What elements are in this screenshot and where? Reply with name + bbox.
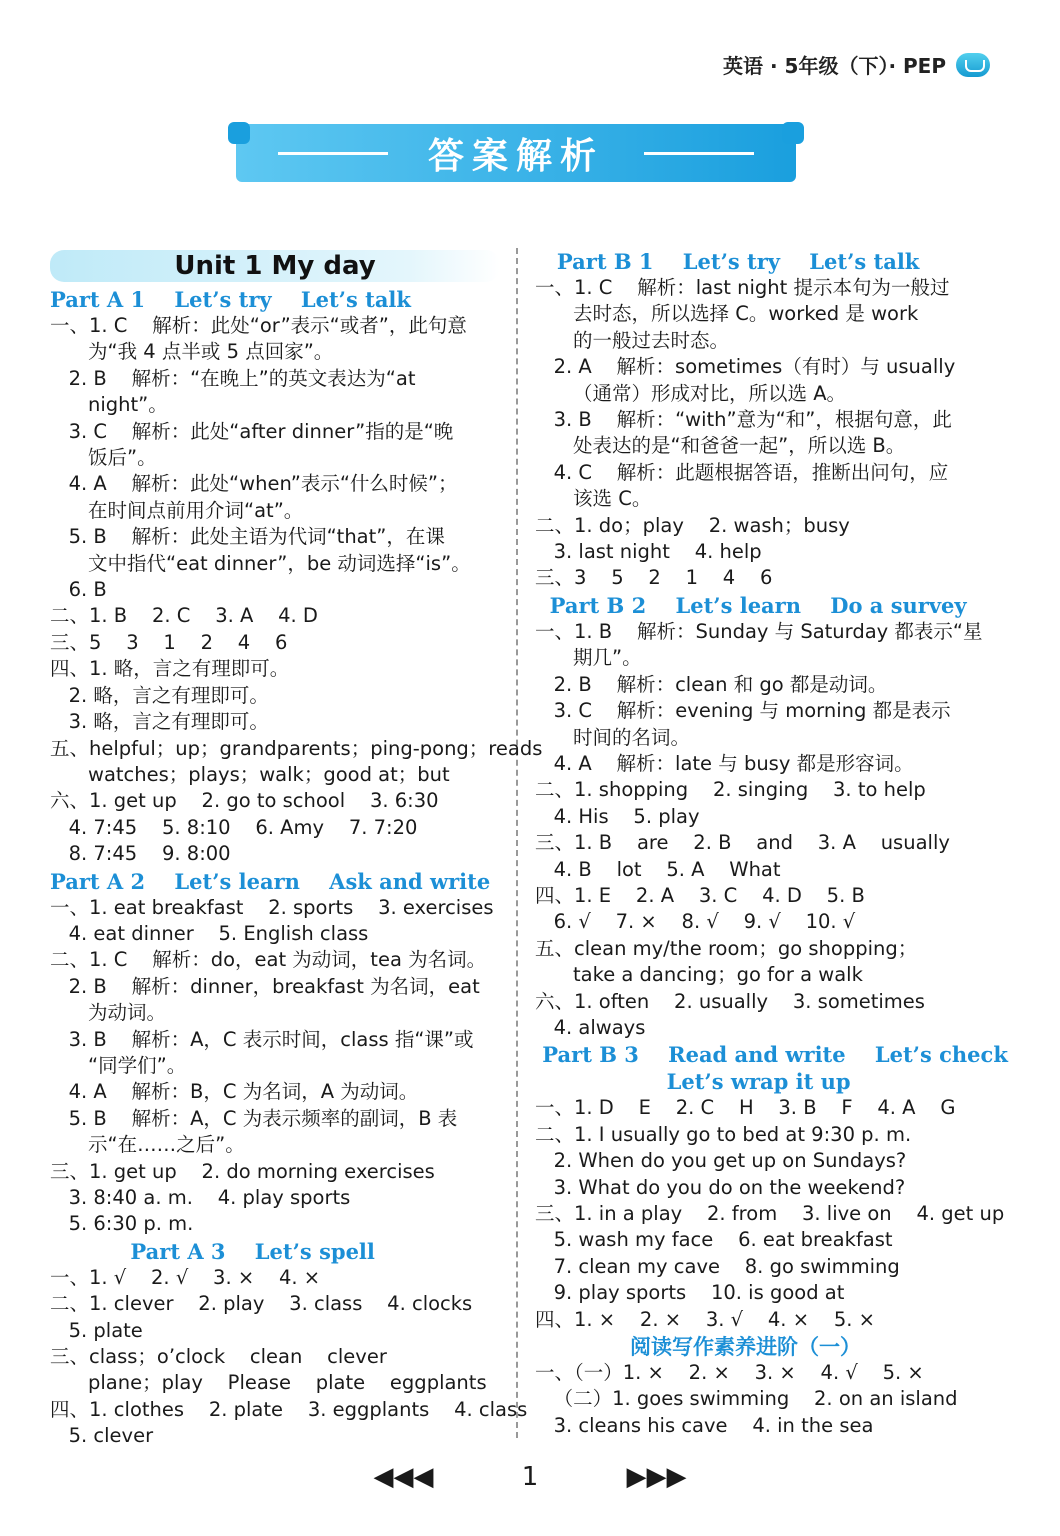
answer-line: 2. B 解析：“在晚上”的英文表达为“at <box>50 366 416 390</box>
answer-line: 2. 略，言之有理即可。 <box>50 683 269 707</box>
section-banner <box>236 124 796 182</box>
answer-line: 3. last night 4. help <box>535 540 762 564</box>
answer-line: 示“在……之后”。 <box>88 1133 245 1157</box>
answer-line: 2. B 解析：clean 和 go 都是动词。 <box>535 672 888 696</box>
part-heading: Part A 3 Let’s spell <box>50 1238 375 1264</box>
answer-line: 四、1. × 2. × 3. √ 4. × 5. × <box>535 1307 875 1331</box>
answer-line: （二）1. goes swimming 2. on an island <box>535 1387 958 1411</box>
answer-line: 4. C 解析：此题根据答语，推断出问句，应 <box>535 460 949 484</box>
answer-line: 一、（一）1. × 2. × 3. × 4. √ 5. × <box>535 1361 924 1385</box>
answer-line: 一、1. B 解析：Sunday 与 Saturday 都表示“星 <box>535 619 983 643</box>
answer-line: 4. B lot 5. A What <box>535 857 781 881</box>
answer-line: 3. B 解析：“with”意为“和”，根据句意，此 <box>535 408 952 432</box>
answer-line: 8. 7:45 9. 8:00 <box>50 842 231 866</box>
left-column <box>50 248 543 1450</box>
answer-line: 一、1. eat breakfast 2. sports 3. exercises <box>50 895 494 919</box>
page-number: 1 <box>521 1462 539 1492</box>
answer-line: 三、3 5 2 1 4 6 <box>535 566 773 590</box>
answer-line: 5. B 解析：A，C 为表示频率的副词，B 表 <box>50 1106 458 1130</box>
part-heading: Part B 1 Let’s try Let’s talk <box>535 249 920 274</box>
answer-line: night”。 <box>88 393 168 417</box>
answer-line: 3. C 解析：evening 与 morning 都是表示 <box>535 699 951 723</box>
column-divider <box>516 248 518 1438</box>
answer-line: 二、1. clever 2. play 3. class 4. clocks <box>50 1292 473 1316</box>
answer-line: 六、1. often 2. usually 3. sometimes <box>535 989 925 1013</box>
answer-line: 一、1. C 解析：last night 提示本句为一般过 <box>535 276 950 299</box>
answer-line: 5. wash my face 6. eat breakfast <box>535 1228 893 1252</box>
answer-line: 五、helpful；up；grandparents；ping-pong；reads <box>50 736 543 760</box>
answer-line: 处表达的是“和爸爸一起”，所以选 B。 <box>573 434 906 458</box>
answer-line: 3. 略，言之有理即可。 <box>50 710 269 734</box>
answer-line: 文中指代“eat dinner”，be 动词选择“is”。 <box>88 551 471 575</box>
answer-line: 一、1. D E 2. C H 3. B F 4. A G <box>535 1096 956 1120</box>
answer-line: 一、1. √ 2. √ 3. × 4. × <box>50 1265 321 1289</box>
answer-line: 4. always <box>535 1015 646 1039</box>
answer-line: 三、1. in a play 2. from 3. live on 4. get up <box>535 1202 1005 1225</box>
part-heading: 阅读写作素养进阶（一） <box>535 1334 862 1360</box>
watermark-logo <box>870 1446 1030 1506</box>
answer-line: 4. A 解析：此处“when”表示“什么时候”； <box>50 472 458 496</box>
answer-line: 时间的名词。 <box>573 725 691 749</box>
answer-line: 5. plate <box>50 1318 143 1342</box>
answer-line: 二、1. C 解析：do，eat 为动词，tea 为名词。 <box>50 948 487 972</box>
answer-line: 三、1. B are 2. B and 3. A usually <box>535 831 950 855</box>
unit-title: Unit 1 My day <box>50 250 500 282</box>
answer-line: 二、1. I usually go to bed at 9:30 p. m. <box>535 1122 912 1146</box>
answer-line: 3. 8:40 a. m. 4. play sports <box>50 1186 351 1209</box>
answer-line: 四、1. clothes 2. plate 3. eggplants 4. class <box>50 1397 528 1421</box>
answer-line: 饭后”。 <box>88 446 157 470</box>
answer-line: 3. What do you do on the weekend? <box>535 1175 906 1199</box>
answer-line: 二、1. do；play 2. wash；busy <box>535 513 850 537</box>
answer-line: “同学们”。 <box>88 1053 187 1077</box>
answer-line: watches；plays；walk；good at；but <box>88 762 450 786</box>
part-heading: Let’s wrap it up <box>535 1069 851 1095</box>
banner-line-right <box>644 152 754 155</box>
answer-line: 6. B <box>50 578 107 602</box>
answer-line: 4. His 5. play <box>535 804 700 828</box>
answer-line: 三、1. get up 2. do morning exercises <box>50 1159 435 1183</box>
part-heading: Part A 1 Let’s try Let’s talk <box>50 287 411 312</box>
answer-line: 一、1. C 解析：此处“or”表示“或者”，此句意 <box>50 314 467 337</box>
answer-line: 4. eat dinner 5. English class <box>50 921 369 945</box>
right-column <box>535 248 1008 1439</box>
answer-line: 期几”。 <box>573 646 642 670</box>
answer-line: 三、class；o’clock clean clever <box>50 1345 387 1369</box>
answer-line: 4. A 解析：late 与 busy 都是形容词。 <box>535 751 914 775</box>
banner-line-left <box>278 152 388 155</box>
answer-line: 为“我 4 点半或 5 点回家”。 <box>88 340 334 364</box>
answer-line: 该选 C。 <box>573 487 652 511</box>
answer-line: 3. B 解析：A，C 表示时间，class 指“课”或 <box>50 1027 474 1051</box>
answer-line: 的一般过去时态。 <box>573 328 730 352</box>
answer-line: 3. C 解析：此处“after dinner”指的是“晚 <box>50 419 454 443</box>
answer-line: 四、1. E 2. A 3. C 4. D 5. B <box>535 883 865 907</box>
answer-line: 6. √ 7. × 8. √ 9. √ 10. √ <box>535 910 856 934</box>
page-header <box>723 50 990 79</box>
book-logo-icon <box>956 53 990 77</box>
answer-line: 去时态，所以选择 C。worked 是 work <box>573 302 919 326</box>
prev-page-arrows-icon[interactable]: ◀◀◀ <box>373 1462 434 1492</box>
part-heading: Part A 2 Let’s learn Ask and write <box>50 868 491 894</box>
answer-line: 三、5 3 1 2 4 6 <box>50 630 288 654</box>
answer-line: 五、clean my/the room；go shopping； <box>535 936 918 960</box>
part-heading: Part B 2 Let’s learn Do a survey <box>535 592 967 618</box>
answer-line: 3. cleans his cave 4. in the sea <box>535 1413 874 1437</box>
banner-title: 答案解析 <box>427 135 604 177</box>
answer-line: 5. clever <box>50 1424 154 1448</box>
answer-line: 2. A 解析：sometimes（有时）与 usually <box>535 355 956 379</box>
answer-line: （通常）形成对比，所以选 A。 <box>573 381 847 405</box>
header-text: 英语 · 5年级（下）· PEP <box>723 54 946 78</box>
answer-line: 二、1. shopping 2. singing 3. to help <box>535 778 926 802</box>
answer-line: 为动词。 <box>88 1001 167 1025</box>
answer-line: take a dancing；go for a walk <box>573 963 863 987</box>
answer-line: 六、1. get up 2. go to school 3. 6:30 <box>50 789 439 813</box>
answer-line: 5. B 解析：此处主语为代词“that”，在课 <box>50 525 445 549</box>
answer-line: plane；play Please plate eggplants <box>88 1371 487 1395</box>
answer-line: 4. 7:45 5. 8:10 6. Amy 7. 7:20 <box>50 815 418 839</box>
answer-line: 7. clean my cave 8. go swimming <box>535 1254 900 1278</box>
answer-line: 2. B 解析：dinner，breakfast 为名词，eat <box>50 974 480 998</box>
answer-line: 5. 6:30 p. m. <box>50 1212 194 1236</box>
part-heading: Part B 3 Read and write Let’s check <box>535 1042 1008 1068</box>
answer-line: 9. play sports 10. is good at <box>535 1281 845 1305</box>
answer-line: 4. A 解析：B，C 为名词，A 为动词。 <box>50 1080 419 1104</box>
answer-line: 二、1. B 2. C 3. A 4. D <box>50 604 318 628</box>
answer-line: 2. When do you get up on Sundays? <box>535 1149 907 1173</box>
next-page-arrows-icon[interactable]: ▶▶▶ <box>626 1462 687 1492</box>
answer-line: 四、1. 略，言之有理即可。 <box>50 657 290 681</box>
answer-line: 在时间点前用介词“at”。 <box>88 498 304 522</box>
